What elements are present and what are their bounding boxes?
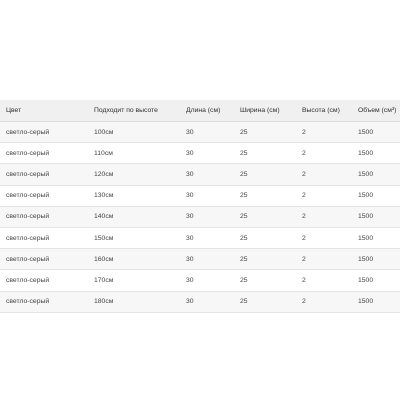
- table-row: [0, 122, 400, 143]
- cell-height: 2: [296, 291, 352, 312]
- cell-color: светло-серый: [0, 143, 88, 164]
- table-row: [0, 164, 400, 185]
- cell-height: 2: [296, 185, 352, 206]
- product-size-table-container: [0, 100, 400, 313]
- header-volume: Объем (см³): [352, 100, 400, 122]
- table-row: [0, 206, 400, 227]
- cell-width: 25: [234, 206, 296, 227]
- table-row: [0, 227, 400, 248]
- table-header: [0, 100, 400, 122]
- cell-width: 25: [234, 185, 296, 206]
- cell-color: светло-серый: [0, 270, 88, 291]
- cell-volume: 1500: [352, 206, 400, 227]
- cell-color: светло-серый: [0, 185, 88, 206]
- cell-width: 25: [234, 143, 296, 164]
- cell-fits-height: 160см: [88, 249, 180, 270]
- cell-color: светло-серый: [0, 122, 88, 143]
- table-row: [0, 143, 400, 164]
- cell-color: светло-серый: [0, 227, 88, 248]
- cell-length: 30: [180, 164, 234, 185]
- cell-length: 30: [180, 122, 234, 143]
- cell-height: 2: [296, 143, 352, 164]
- header-color: Цвет: [0, 100, 88, 122]
- cell-height: 2: [296, 122, 352, 143]
- header-fits-height: Подходит по высоте: [88, 100, 180, 122]
- cell-volume: 1500: [352, 291, 400, 312]
- header-height: Высота (см): [296, 100, 352, 122]
- cell-width: 25: [234, 291, 296, 312]
- cell-fits-height: 100см: [88, 122, 180, 143]
- cell-fits-height: 110см: [88, 143, 180, 164]
- cell-length: 30: [180, 206, 234, 227]
- cell-height: 2: [296, 164, 352, 185]
- cell-fits-height: 120см: [88, 164, 180, 185]
- cell-length: 30: [180, 227, 234, 248]
- cell-volume: 1500: [352, 185, 400, 206]
- cell-length: 30: [180, 249, 234, 270]
- cell-volume: 1500: [352, 122, 400, 143]
- cell-volume: 1500: [352, 270, 400, 291]
- cell-height: 2: [296, 227, 352, 248]
- cell-width: 25: [234, 122, 296, 143]
- cell-length: 30: [180, 143, 234, 164]
- cell-height: 2: [296, 206, 352, 227]
- header-width: Ширина (см): [234, 100, 296, 122]
- cell-width: 25: [234, 249, 296, 270]
- product-size-table: [0, 100, 400, 313]
- cell-width: 25: [234, 270, 296, 291]
- cell-volume: 1500: [352, 143, 400, 164]
- cell-fits-height: 170см: [88, 270, 180, 291]
- header-length: Длина (см): [180, 100, 234, 122]
- cell-height: 2: [296, 249, 352, 270]
- table-row: [0, 270, 400, 291]
- cell-volume: 1500: [352, 249, 400, 270]
- cell-color: светло-серый: [0, 206, 88, 227]
- cell-color: светло-серый: [0, 291, 88, 312]
- cell-height: 2: [296, 270, 352, 291]
- cell-width: 25: [234, 164, 296, 185]
- cell-length: 30: [180, 185, 234, 206]
- cell-color: светло-серый: [0, 249, 88, 270]
- cell-width: 25: [234, 227, 296, 248]
- table-row: [0, 249, 400, 270]
- cell-length: 30: [180, 270, 234, 291]
- cell-volume: 1500: [352, 164, 400, 185]
- cell-volume: 1500: [352, 227, 400, 248]
- cell-length: 30: [180, 291, 234, 312]
- cell-fits-height: 140см: [88, 206, 180, 227]
- table-body: [0, 122, 400, 313]
- cell-color: светло-серый: [0, 164, 88, 185]
- table-row: [0, 185, 400, 206]
- cell-fits-height: 130см: [88, 185, 180, 206]
- table-row: [0, 291, 400, 312]
- cell-fits-height: 180см: [88, 291, 180, 312]
- cell-fits-height: 150см: [88, 227, 180, 248]
- header-row: [0, 100, 400, 122]
